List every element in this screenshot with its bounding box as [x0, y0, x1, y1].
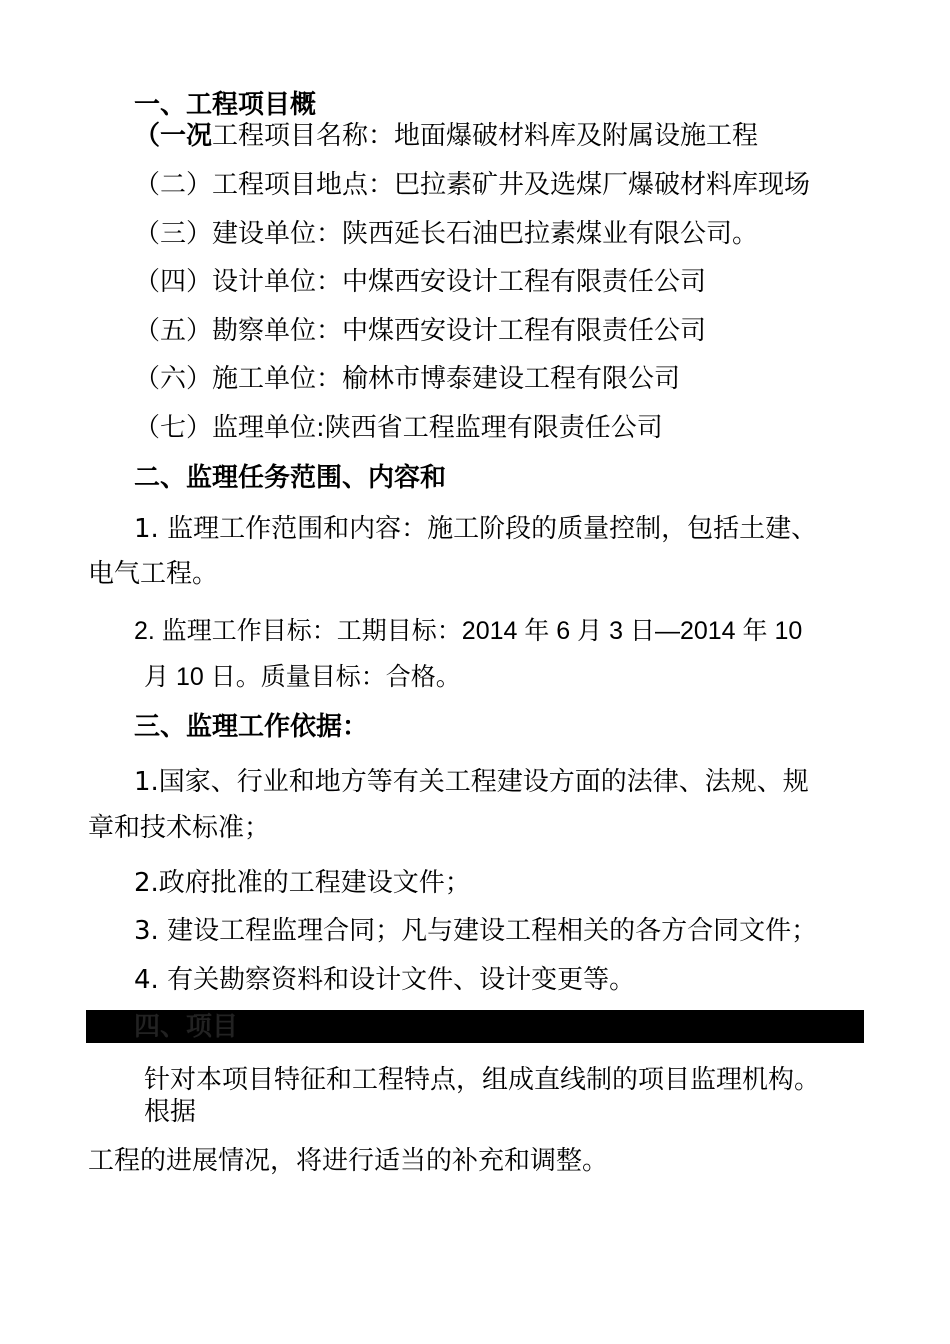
list-item-supervision-unit: （七）监理单位:陕西省工程监理有限责任公司: [134, 413, 663, 443]
paragraph-basis-1-line-2: 章和技术标准；: [88, 813, 271, 843]
paragraph-organization-line-1: 针对本项目特征和工程特点，组成直线制的项目监理机构。: [144, 1065, 821, 1095]
section-3-heading: 三、监理工作依据：: [134, 712, 369, 742]
list-item-text: 工程项目名称：地面爆破材料库及附属设施工程: [212, 121, 759, 151]
paragraph-basis-2: 2.政府批准的工程建设文件；: [134, 868, 471, 898]
paragraph-goal-line-2: 月 10 日。质量目标：合格。: [144, 663, 461, 691]
section-4-heading: 四、项目: [134, 1012, 239, 1042]
paragraph-basis-3: 3. 建设工程监理合同；凡与建设工程相关的各方合同文件；: [134, 916, 818, 946]
list-item-survey-unit: （五）勘察单位：中煤西安设计工程有限责任公司: [134, 316, 707, 346]
paragraph-scope-line-2: 电气工程。: [88, 559, 219, 589]
list-item-contractor-unit: （六）施工单位：榆林市博泰建设工程有限公司: [134, 364, 681, 394]
section-1-heading: 一、工程项目概: [134, 90, 317, 120]
paragraph-organization-line-3: 工程的进展情况，将进行适当的补充和调整。: [88, 1146, 609, 1176]
paragraph-scope-line-1: 1. 监理工作范围和内容：施工阶段的质量控制，包括土建、: [134, 514, 818, 544]
paragraph-goal-line-1: 2. 监理工作目标：工期目标：2014 年 6 月 3 日—2014 年 10: [134, 617, 803, 645]
list-item-design-unit: （四）设计单位：中煤西安设计工程有限责任公司: [134, 267, 707, 297]
list-item-project-location: （二）工程项目地点：巴拉素矿井及选煤厂爆破材料库现场: [134, 170, 811, 200]
paragraph-organization-line-2: 根据: [144, 1097, 197, 1127]
list-item-marker: （一况: [134, 121, 213, 151]
section-2-heading: 二、监理任务范围、内容和: [134, 463, 447, 493]
paragraph-basis-4: 4. 有关勘察资料和设计文件、设计变更等。: [134, 965, 636, 995]
paragraph-basis-1-line-1: 1.国家、行业和地方等有关工程建设方面的法律、法规、规: [134, 767, 809, 797]
list-item-construction-unit: （三）建设单位：陕西延长石油巴拉素煤业有限公司。: [134, 219, 759, 249]
list-item-project-name: [134, 119, 758, 153]
